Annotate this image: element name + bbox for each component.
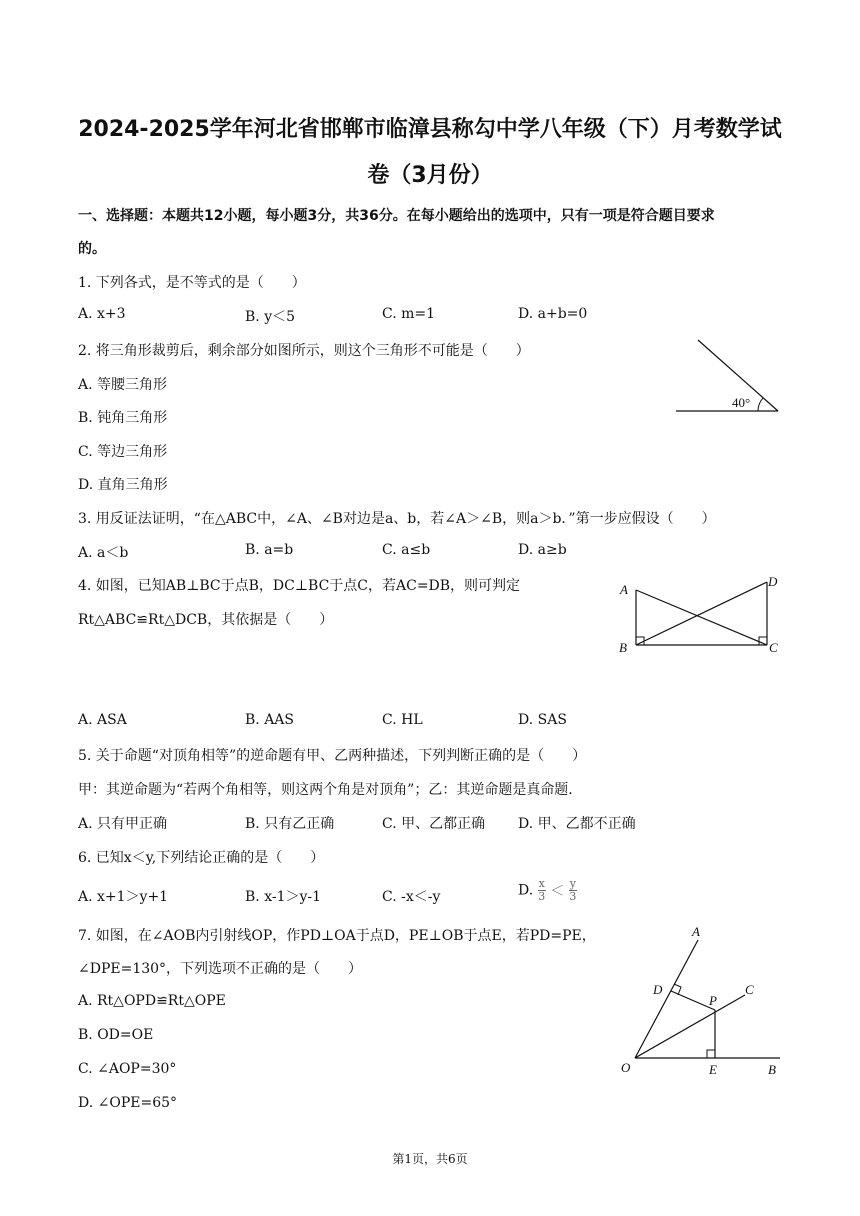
q7-label-e: E [709, 1062, 717, 1077]
q5-option-b: B. 只有乙正确 [245, 816, 335, 832]
q4-option-a: A. ASA [78, 712, 127, 728]
q4-option-b: B. AAS [245, 712, 294, 728]
q7-label-p: P [709, 993, 717, 1008]
q4-label-d: D [768, 574, 778, 589]
q2-option-a: A. 等腰三角形 [78, 377, 168, 393]
q7-label-a: A [692, 924, 700, 939]
q1-option-b: B. y＜5 [245, 309, 296, 325]
q6-option-b: B. x-1＞y-1 [245, 889, 322, 905]
q6-left-denominator: 3 [538, 890, 546, 903]
q4-label-c: C [769, 640, 778, 655]
q6-option-d [518, 878, 577, 903]
q6-option-c: C. -x＜-y [382, 889, 441, 905]
section-header: 一、选择题：本题共12小题，每小题3分，共36分。在每小题给出的选项中，只有一项是符合题目要求 [78, 208, 715, 224]
q4-option-d: D. SAS [518, 712, 567, 728]
q5-stem: 5. 关于命题“对顶角相等”的逆命题有甲、乙两种描述，下列判断正确的是（ ） [78, 748, 587, 764]
q3-option-c: C. a≤b [382, 542, 431, 558]
q6-fraction-left [538, 878, 546, 903]
q4-stem-line1: 4. 如图，已知AB⊥BC于点B，DC⊥BC于点C，若AC=DB，则可判定 [78, 578, 521, 594]
q6-stem: 6. 已知x＜y,下列结论正确的是（ ） [78, 850, 325, 866]
q4-segment-ac [636, 590, 767, 645]
q2-option-d: D. 直角三角形 [78, 477, 168, 493]
q2-stem: 2. 将三角形裁剪后，剩余部分如图所示，则这个三角形不可能是（ ） [78, 343, 530, 359]
q4-stem-line2: Rt△ABC≌Rt△DCB，其依据是（ ） [78, 612, 334, 628]
q5-desc: 甲：其逆命题为“若两个角相等，则这两个角是对顶角”；乙：其逆命题是真命题. [78, 782, 573, 798]
q2-option-c: C. 等边三角形 [78, 444, 168, 460]
q7-label-d: D [653, 982, 663, 997]
q1-option-a: A. x+3 [78, 306, 126, 322]
q7-label-o: O [621, 1060, 631, 1075]
page-footer: 第1页，共6页 [392, 1152, 468, 1166]
q4-label-b: B [619, 640, 627, 655]
q6-left-numerator: x [538, 877, 545, 890]
q5-option-d: D. 甲、乙都不正确 [518, 816, 636, 832]
q6-fraction-right [569, 878, 577, 903]
q2-figure [670, 335, 785, 415]
q3-option-a: A. a＜b [78, 545, 129, 561]
page-title-line2: 卷（3月份） [367, 163, 493, 188]
q3-option-b: B. a=b [245, 542, 294, 558]
q6-right-numerator: y [569, 877, 576, 890]
q5-option-c: C. 甲、乙都正确 [382, 816, 486, 832]
q2-option-b: B. 钝角三角形 [78, 410, 168, 426]
section-header-cont: 的。 [78, 241, 106, 257]
q4-label-a: A [620, 582, 628, 597]
q7-right-angle-e [707, 1050, 715, 1058]
q7-label-b: B [768, 1062, 776, 1077]
q2-angle-arc [758, 398, 763, 411]
q1-option-c: C. m=1 [382, 306, 436, 322]
q7-option-d: D. ∠OPE=65° [78, 1095, 178, 1111]
q1-stem: 1. 下列各式，是不等式的是（ ） [78, 275, 306, 291]
q6-option-a: A. x+1＞y+1 [78, 889, 169, 905]
q7-option-c: C. ∠AOP=30° [78, 1061, 177, 1077]
q5-option-a: A. 只有甲正确 [78, 816, 168, 832]
q3-option-d: D. a≥b [518, 542, 567, 558]
page-title-line1: 2024-2025学年河北省邯郸市临漳县称勾中学八年级（下）月考数学试 [78, 117, 782, 142]
q7-stem-line1: 7. 如图，在∠AOB内引射线OP，作PD⊥OA于点D，PE⊥OB于点E，若PD=PE， [78, 928, 596, 944]
q7-stem-line2: ∠DPE=130°，下列选项不正确的是（ ） [78, 961, 363, 977]
q4-segment-db [636, 582, 767, 645]
q6-option-d-prefix: D. [518, 882, 534, 899]
q7-option-b: B. OD=OE [78, 1027, 154, 1043]
q1-option-d: D. a+b=0 [518, 306, 588, 322]
q7-option-a: A. Rt△OPD≌Rt△OPE [78, 993, 226, 1009]
q3-stem: 3. 用反证法证明，“在△ABC中，∠A、∠B对边是a、b，若∠A＞∠B，则a＞b．”第一步应假设（ ） [78, 511, 716, 527]
q2-angle-label: 40° [732, 395, 751, 410]
q4-figure [610, 572, 790, 662]
q7-label-c: C [745, 982, 754, 997]
q6-relation: ＜ [550, 883, 565, 900]
q7-figure [615, 920, 790, 1080]
q4-option-c: C. HL [382, 712, 423, 728]
q6-right-denominator: 3 [569, 890, 577, 903]
